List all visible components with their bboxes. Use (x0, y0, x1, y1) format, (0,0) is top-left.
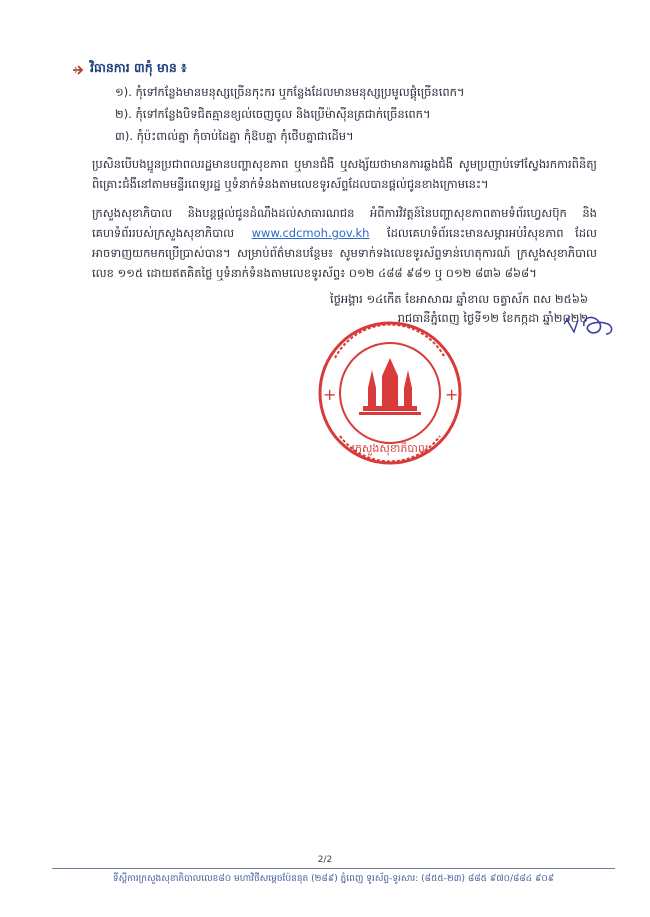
page-number: 2/2 (317, 855, 333, 865)
paragraph-consultation: ប្រសិនបើបងប្អូនប្រជាពលរដ្ឋមានបញ្ហាសុខភាព ឬមានជំងឺ ឬសង្ស័យថាមានការឆ្លងជំងឺ សូមប្រញាប់ទៅស្វែងរកការពិនិត្យពិគ្រោះជំងឺនៅតាមមន្ទីរពេទ្យរដ្ឋ ឬទំនាក់ទំនងតាមលេខទូរស័ព្ទដែលបានផ្តល់ជូនខាងក្រោមនេះ។ (92, 157, 597, 191)
paragraph-information-end: ដែលគេហទំព័រនេះមានសម្ភារអប់រំសុខភាព ដែលអាចទាញយកមកប្រើប្រាស់បាន។ សម្រាប់ព័ត៌មានបន្ថែម៖ សូមទាក់ទងលេខទូរស័ព្ទទាន់ហេតុការណ៍ ក្រសួងសុខាភិបាល លេខ ១១៥ ដោយឥតគិតថ្លៃ ឬទំនាក់ទំនងតាមលេខទូរស័ព្ទ៖ ០១២ ៤៨៨ ៩៨១ ឬ ០១២ ៨៣៦ ៨៦៨។ (92, 226, 598, 280)
heading-text: វិធានការ ៣កុំ មាន ៖ (90, 60, 187, 75)
footer-divider (52, 868, 615, 869)
date-lunar: ថ្ងៃអង្គារ ១៤កើត ខែអាសាឍ ឆ្នាំខាល ចត្វាស័ក ពស ២៥៦៦ (329, 292, 588, 306)
seal-text: ក្រសួងសុខាភិបាល (351, 442, 429, 455)
paragraph-information-start: ក្រសួងសុខាភិបាល និងបន្តផ្តល់ជូនដំណឹងដល់សាធារណជន អំពីការវិវត្តន៍នៃបញ្ហាសុខភាពតាមទំព័រហ្វេសប៊ុក និងគេហទំព័ររបស់ក្រសួងសុខាភិបាល (92, 206, 597, 240)
section-heading (72, 60, 187, 79)
svg-text:+: + (323, 385, 337, 404)
signature-mark (560, 312, 620, 340)
measure-item: ១). កុំទៅកន្លែងមានមនុស្សច្រើនកុះករ ឬកន្លែងដែលមានមនុស្សប្រមូលផ្តុំច្រើនពេក។ (115, 85, 465, 99)
svg-text:+: + (445, 385, 459, 404)
ministry-seal (315, 318, 465, 468)
measure-item: ៣). កុំប៉ះពាល់គ្នា កុំចាប់ដៃគ្នា កុំឱបគ្នា កុំថើបគ្នាជាដើម។ (115, 129, 354, 143)
arrow-bullet-icon (72, 64, 86, 76)
paragraph-information (92, 203, 597, 283)
footer-address: ទីស្តីការក្រសួងសុខាភិបាលលេខ៨០ មហាវិថីសម្តេចប៉ែននុត (២៨៩) ភ្នំពេញ ទូរស័ព្ទ-ទូរសារ: (៨៥៥-២៣) ៨៨៥ ៩៧០/៨៨៤ ៩០៩ (112, 874, 555, 884)
website-link[interactable]: www.cdcmoh.gov.kh (251, 226, 370, 240)
measure-item: ២). កុំទៅកន្លែងបិទជិតគ្មានខ្យល់ចេញចូល និងប្រើម៉ាស៊ីនត្រជាក់ច្រើនពេក។ (115, 107, 431, 121)
date-solar: រាជធានីភ្នំពេញ ថ្ងៃទី១២ ខែកក្កដា ឆ្នាំ២០២២ (397, 311, 588, 325)
